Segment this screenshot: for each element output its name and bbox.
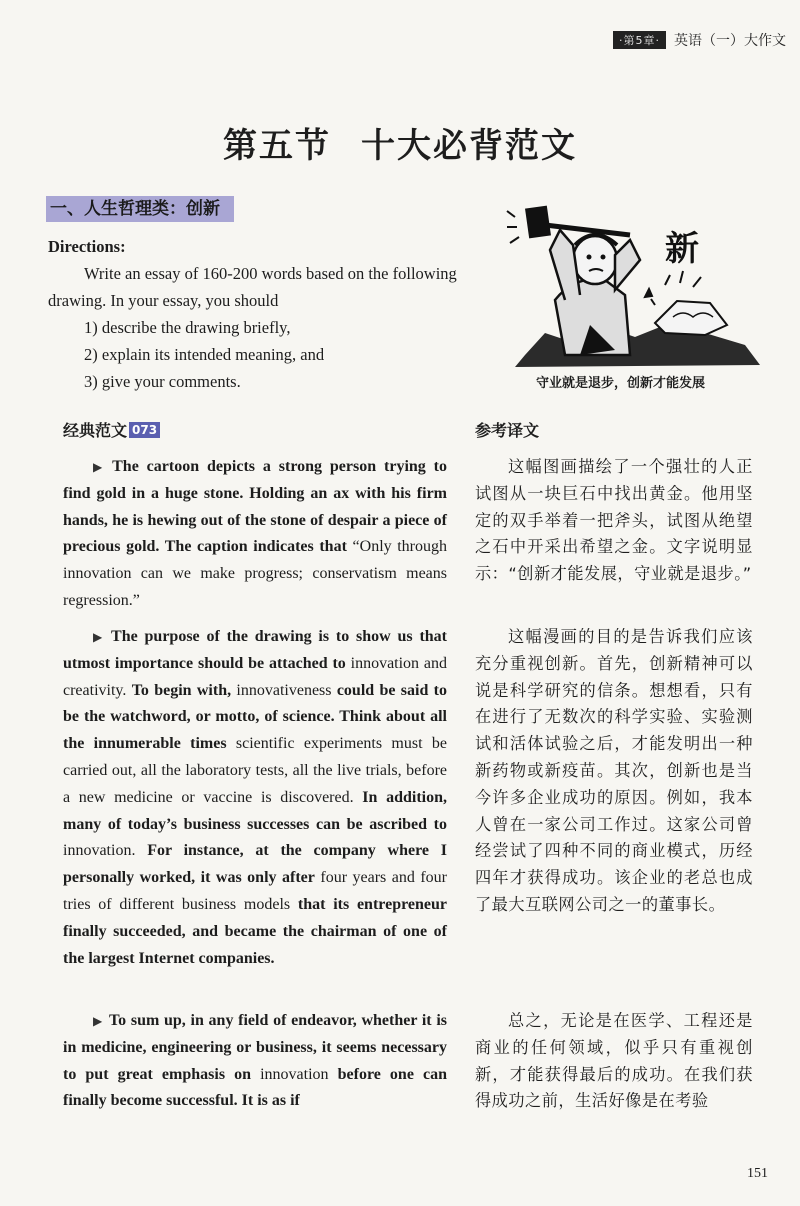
essay-p3-b: innovation	[251, 1065, 338, 1083]
chapter-badge: ·第5章·	[613, 31, 666, 49]
directions-item-3: 3) give your comments.	[84, 372, 241, 391]
directions-label: Directions:	[48, 237, 126, 256]
essay-paragraph-3	[63, 1008, 447, 1115]
essay-p1-tail: “Only through innovation can we make progress; conservatism means regression.”	[63, 538, 448, 609]
sample-essay-heading	[63, 418, 160, 441]
page-title-text: 十大必背范文	[361, 126, 577, 166]
directions-block	[48, 233, 508, 395]
translation-paragraph-1	[475, 454, 753, 588]
essay-paragraph-1	[63, 454, 447, 615]
directions-item-2: 2) explain its intended meaning, and	[84, 345, 325, 364]
section-heading: 一、人生哲理类：创新	[46, 196, 234, 222]
sample-essay-label: 经典范文	[63, 421, 128, 440]
essay-p2-d: innovativeness	[231, 681, 337, 699]
essay-paragraph-2	[63, 624, 447, 972]
cartoon-illustration	[505, 205, 765, 370]
essay-p3-c: before one can finally become successful. It is as if	[63, 1065, 447, 1110]
essay-p1-text: The cartoon depicts a strong person trying to find gold in a huge stone. Holding an ax with his firm hands, he is hewing out of the stone of despair a piece of precious gold. The caption indicates that	[63, 458, 447, 556]
essay-p2-b: innovation and creativity.	[63, 654, 447, 699]
running-header	[613, 30, 786, 50]
translation-p2-text: 这幅漫画的目的是告诉我们应该充分重视创新。首先，创新精神可以说是科学研究的信条。想想看，只有在进行了无数次的科学实验、实验测试和活体试验之后，才能发明出一种新药物或新疫苗。其次，创新也是当今许多企业成功的原因。例如，我本人曾在一家公司工作过。这家公司曾经尝试了四种不同的商业模式，历经四年才获得成功。该企业的老总也成了最大互联网公司之一的董事长。	[475, 627, 753, 914]
page-title-section: 第五节	[223, 126, 331, 166]
running-header-title: 英语（一）大作文	[674, 33, 786, 49]
directions-item-1: 1) describe the drawing briefly,	[84, 318, 291, 337]
paragraph-marker-icon: ▶	[93, 1014, 103, 1028]
essay-p2-h: innovation.	[63, 842, 148, 860]
cartoon-caption: 守业就是退步，创新才能发展	[536, 376, 706, 391]
essay-p3-a: To sum up, in any field of endeavor, whether it is in medicine, engineering or business, it seems necessary to put great emphasis on	[63, 1012, 447, 1083]
translation-paragraph-2	[475, 624, 753, 919]
directions-text: Write an essay of 160-200 words based on the following drawing. In your essay, you should	[48, 264, 457, 310]
essay-p2-a: The purpose of the drawing is to show us that utmost importance should be attached to	[63, 628, 447, 672]
essay-p2-e: could be said to be the watchword, or motto, of science. Think about all the innumerable times	[63, 681, 447, 753]
translation-heading: 参考译文	[475, 421, 540, 440]
essay-p2-c: To begin with,	[131, 681, 232, 699]
translation-p3-text: 总之，无论是在医学、工程还是商业的任何领域，似乎只有重视创新，才能获得最后的成功。在我们获得成功之前，生活好像是在考验	[475, 1011, 753, 1111]
essay-p2-k: that its entrepreneur finally succeeded, and became the chairman of one of the largest Internet companies.	[63, 895, 448, 967]
page-number: 151	[747, 1166, 768, 1181]
translation-paragraph-3	[475, 1008, 753, 1115]
essay-p2-f: scientific experiments must be carried out, all the laboratory tests, all the live trials, before a new medicine or vaccine is discovered.	[63, 735, 447, 806]
cartoon-character: 新	[665, 229, 699, 269]
paragraph-marker-icon: ▶	[93, 460, 107, 474]
essay-p2-i: For instance, at the company where I personally worked, it was only after	[63, 842, 448, 887]
essay-p2-j: four years and four tries of different business models	[63, 869, 447, 913]
page-title	[0, 118, 800, 167]
paragraph-marker-icon: ▶	[93, 630, 106, 644]
sample-number-badge: 073	[129, 422, 160, 438]
essay-p2-g: In addition, many of today’s business successes can be ascribed to	[63, 788, 447, 833]
translation-p1-text: 这幅图画描绘了一个强壮的人正试图从一块巨石中找出黄金。他用坚定的双手举着一把斧头，试图从绝望之石中开采出希望之金。文字说明显示：“创新才能发展，守业就是退步。”	[475, 457, 753, 584]
